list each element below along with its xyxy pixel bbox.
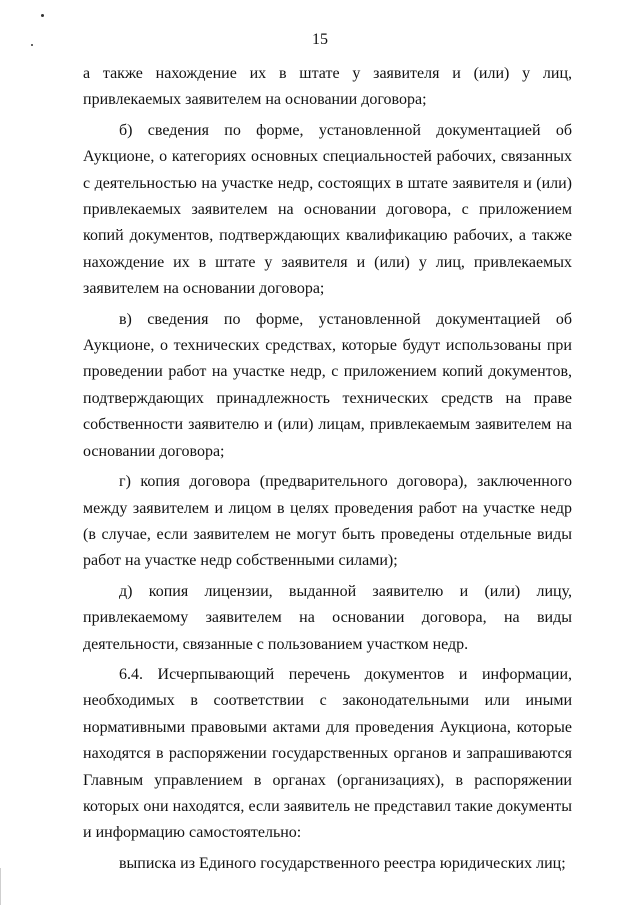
- body-text: [83, 61, 572, 881]
- paragraph-continuation: а также нахождение их в штате у заявителя и (или) у лиц, привлекаемых заявителем на основании договора;: [83, 65, 572, 109]
- page-number: 15: [312, 31, 328, 48]
- paragraph-section-6-4: 6.4. Исчерпывающий перечень документов и информации, необходимых в соответствии с законодательными или иными нормативными правовыми актами для проведения Аукциона, которые находятся в распоряжении государственных органов и запрашиваются Главным управлением в органах (организациях), в распоряжении которых они находятся, если заявитель не представил такие документы и информацию самостоятельно:: [83, 665, 572, 842]
- paragraph-item-d: д) копия лицензии, выданной заявителю и (или) лицу, привлекаемому заявителем на основании договора, на виды деятельности, связанные с пользованием участком недр.: [83, 582, 572, 653]
- scan-edge-line: [0, 868, 1, 905]
- paragraph-item-v: в) сведения по форме, установленной документацией об Аукционе, о технических средствах, которые будут использованы при проведении работ на участке недр, с приложением копий документов, подтверждающих принадлежность технических средств на праве собственности заявителю и (или) лицам, привлекаемым заявителем на основании договора;: [83, 310, 572, 460]
- paragraph-item-g: г) копия договора (предварительного договора), заключенного между заявителем и лицом в целях проведения работ на участке недр (в случае, если заявителем не могут быть проведены отдельные виды работ на участке недр собственными силами);: [83, 473, 572, 570]
- paragraph-item-b: б) сведения по форме, установленной документацией об Аукционе, о категориях основных специальностей рабочих, связанных с деятельностью на участке недр, состоящих в штате заявителя и (или) привлекаемых заявителем на основании договора, с приложением копий документов, подтверждающих квалификацию рабочих, а также нахождение их в штате у заявителя и (или) у лиц, привлекаемых заявителем на основании договора;: [83, 121, 572, 298]
- paragraph-extract: выписка из Единого государственного реестра юридических лиц;: [119, 854, 566, 872]
- scan-speck: [41, 14, 44, 17]
